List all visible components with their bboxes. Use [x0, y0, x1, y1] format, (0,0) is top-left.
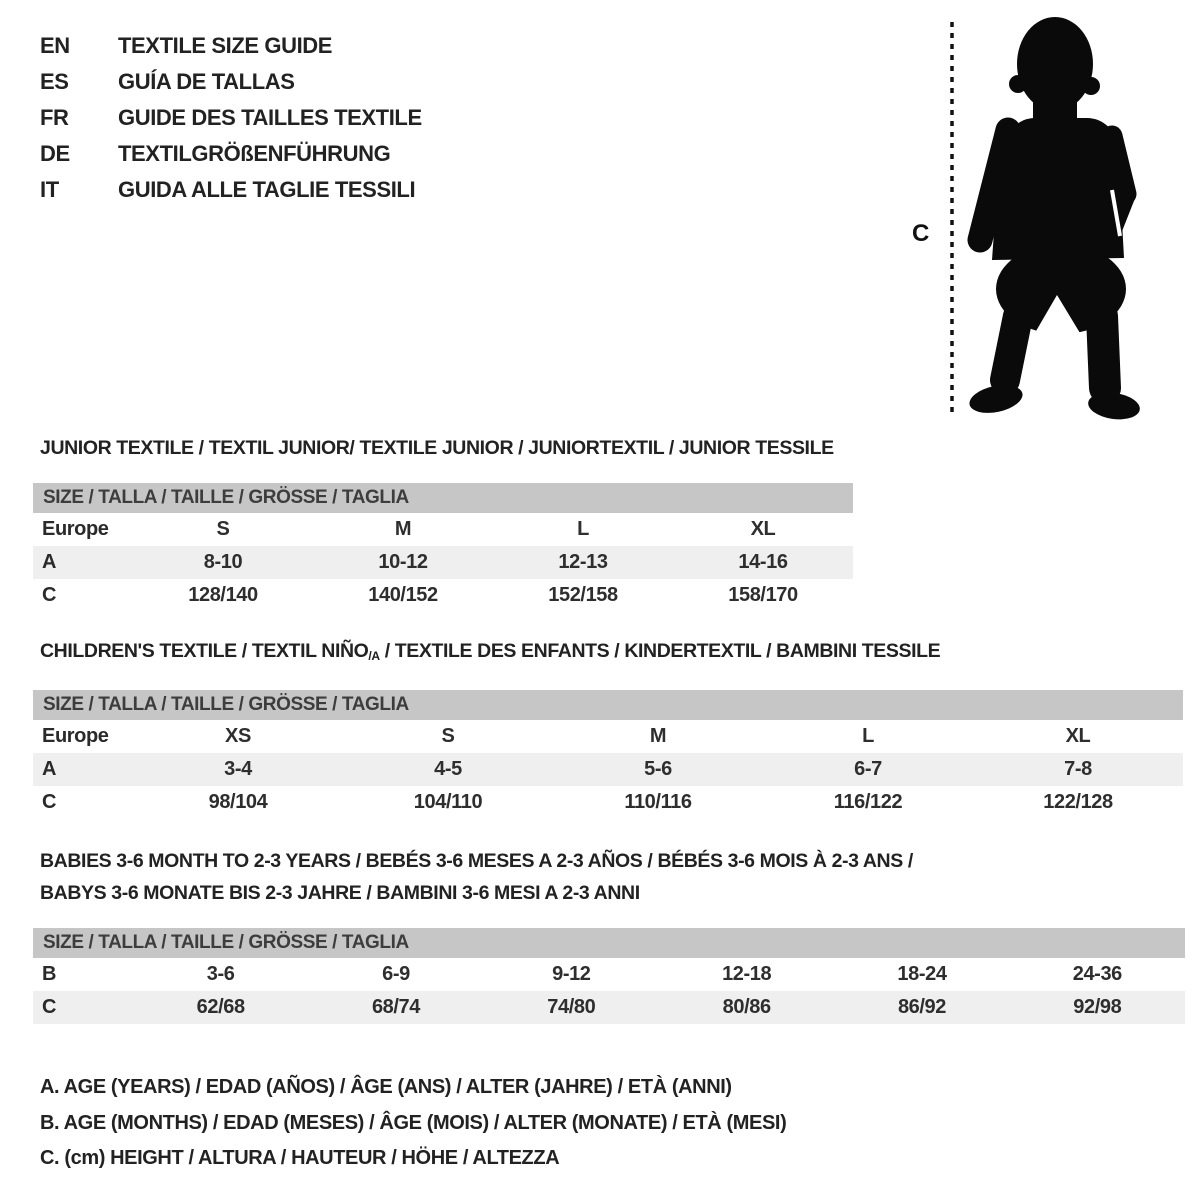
children-row-a-value-0: 3-4 [224, 758, 252, 780]
babies-row-c-value-0: 62/68 [196, 996, 245, 1018]
lang-code-en: EN [40, 33, 70, 58]
lang-label-es: GUÍA DE TALLAS [118, 69, 295, 94]
children-row-a-value-2: 5-6 [644, 758, 672, 780]
children-column-header-xl: XL [1065, 725, 1091, 747]
babies-size-header-bar: SIZE / TALLA / TAILLE / GRÖSSE / TAGLIA [33, 928, 1185, 958]
babies-row-b-value-1: 6-9 [382, 963, 410, 985]
babies-section-title [40, 845, 913, 909]
junior-row-c-value-2: 152/158 [548, 584, 618, 606]
children-row-a [33, 753, 1183, 786]
children-row-c-value-2: 110/116 [624, 791, 692, 813]
junior-row-a-value-3: 14-16 [738, 551, 788, 573]
babies-row-b-value-3: 12-18 [722, 963, 772, 985]
lang-label-de: TEXTILGRÖßENFÜHRUNG [118, 141, 391, 166]
children-section-title [40, 640, 940, 663]
junior-row-c-value-0: 128/140 [188, 584, 258, 606]
children-column-header-xs: XS [225, 725, 251, 747]
junior-row-c-value-3: 158/170 [728, 584, 798, 606]
children-row-a-value-3: 6-7 [854, 758, 882, 780]
children-row-c-value-4: 122/128 [1043, 791, 1113, 813]
lang-row-fr [40, 100, 422, 136]
babies-row-b-value-0: 3-6 [206, 963, 235, 985]
toddler-figure-svg [890, 8, 1160, 438]
junior-region-label: Europe [42, 518, 109, 540]
children-column-header-l: L [862, 725, 874, 747]
children-region-label: Europe [42, 725, 109, 747]
children-row-label-a: A [42, 758, 57, 780]
junior-column-header-xl: XL [750, 518, 776, 540]
babies-title-line1: BABIES 3-6 MONTH TO 2-3 YEARS / BEBÉS 3-6 MESES A 2-3 AÑOS / BÉBÉS 3-6 MOIS À 2-3 ANS / [40, 850, 913, 872]
babies-row-b-value-2: 9-12 [552, 963, 591, 985]
children-row-c-value-1: 104/110 [413, 791, 483, 813]
children-row-c-value-0: 98/104 [208, 791, 268, 813]
legend-age-months: B. AGE (MONTHS) / EDAD (MESES) / ÂGE (MOIS) / ALTER (MONATE) / ETÀ (MESI) [40, 1111, 787, 1134]
lang-row-it [40, 172, 422, 208]
babies-row-c-value-5: 92/98 [1073, 996, 1122, 1018]
height-measure-label: C [912, 220, 929, 247]
children-row-a-value-4: 7-8 [1064, 758, 1092, 780]
junior-size-table [33, 483, 853, 612]
junior-column-header-s: S [216, 518, 230, 540]
children-row-label-c: C [42, 791, 57, 813]
lang-label-fr: GUIDE DES TAILLES TEXTILE [118, 105, 422, 130]
measurement-figure [890, 8, 1160, 438]
junior-row-label-c: C [42, 584, 57, 606]
lang-code-es: ES [40, 69, 69, 94]
babies-row-label-c: C [42, 996, 57, 1018]
babies-row-c [33, 991, 1185, 1024]
junior-column-header-l: L [577, 518, 589, 540]
children-title-prefix: CHILDREN'S TEXTILE / TEXTIL NIÑO [40, 640, 369, 662]
babies-row-c-value-2: 74/80 [547, 996, 596, 1018]
babies-row-c-value-4: 86/92 [897, 996, 947, 1018]
children-size-table [33, 690, 1183, 819]
junior-section-title: JUNIOR TEXTILE / TEXTIL JUNIOR/ TEXTILE JUNIOR / JUNIORTEXTIL / JUNIOR TESSILE [40, 437, 834, 459]
babies-row-c-value-1: 68/74 [371, 996, 421, 1018]
children-row-a-value-1: 4-5 [434, 758, 462, 780]
babies-row-b-value-4: 18-24 [897, 963, 947, 985]
children-column-header-row [33, 720, 1183, 753]
babies-row-label-b: B [42, 963, 57, 985]
junior-row-label-a: A [42, 551, 57, 573]
babies-row-b-value-5: 24-36 [1072, 963, 1122, 985]
children-size-header-bar: SIZE / TALLA / TAILLE / GRÖSSE / TAGLIA [33, 690, 1183, 720]
junior-row-a-value-0: 8-10 [203, 551, 243, 573]
babies-row-c-value-3: 80/86 [722, 996, 771, 1018]
children-column-header-s: S [441, 725, 455, 747]
lang-label-it: GUIDA ALLE TAGLIE TESSILI [118, 177, 416, 202]
legend [40, 1070, 786, 1177]
junior-row-a-value-1: 10-12 [378, 551, 428, 573]
language-title-block [40, 28, 422, 208]
lang-row-es [40, 64, 422, 100]
lang-code-it: IT [40, 177, 59, 202]
babies-row-b [33, 958, 1185, 991]
junior-size-header-bar: SIZE / TALLA / TAILLE / GRÖSSE / TAGLIA [33, 483, 853, 513]
children-title-subscript: /A [368, 649, 380, 664]
children-row-c [33, 786, 1183, 819]
lang-code-de: DE [40, 141, 70, 166]
lang-row-en [40, 28, 422, 64]
legend-height-cm: C. (cm) HEIGHT / ALTURA / HAUTEUR / HÖHE / ALTEZZA [40, 1147, 560, 1169]
babies-size-table [33, 928, 1185, 1024]
junior-row-c-value-1: 140/152 [368, 584, 438, 606]
children-row-c-value-3: 116/122 [833, 791, 903, 813]
toddler-silhouette-icon [967, 17, 1142, 422]
junior-row-c [33, 579, 853, 612]
lang-label-en: TEXTILE SIZE GUIDE [118, 33, 333, 58]
lang-row-de [40, 136, 422, 172]
junior-row-a-value-2: 12-13 [558, 551, 608, 573]
junior-row-a [33, 546, 853, 579]
junior-column-header-row [33, 513, 853, 546]
babies-title-line2: BABYS 3-6 MONATE BIS 2-3 JAHRE / BAMBINI 3-6 MESI A 2-3 ANNI [40, 882, 640, 904]
junior-column-header-m: M [394, 518, 412, 540]
lang-code-fr: FR [40, 105, 69, 130]
children-title-suffix: / TEXTILE DES ENFANTS / KINDERTEXTIL / BAMBINI TESSILE [379, 640, 941, 662]
legend-age-years: A. AGE (YEARS) / EDAD (AÑOS) / ÂGE (ANS) / ALTER (JAHRE) / ETÀ (ANNI) [40, 1076, 732, 1098]
children-column-header-m: M [649, 725, 667, 747]
